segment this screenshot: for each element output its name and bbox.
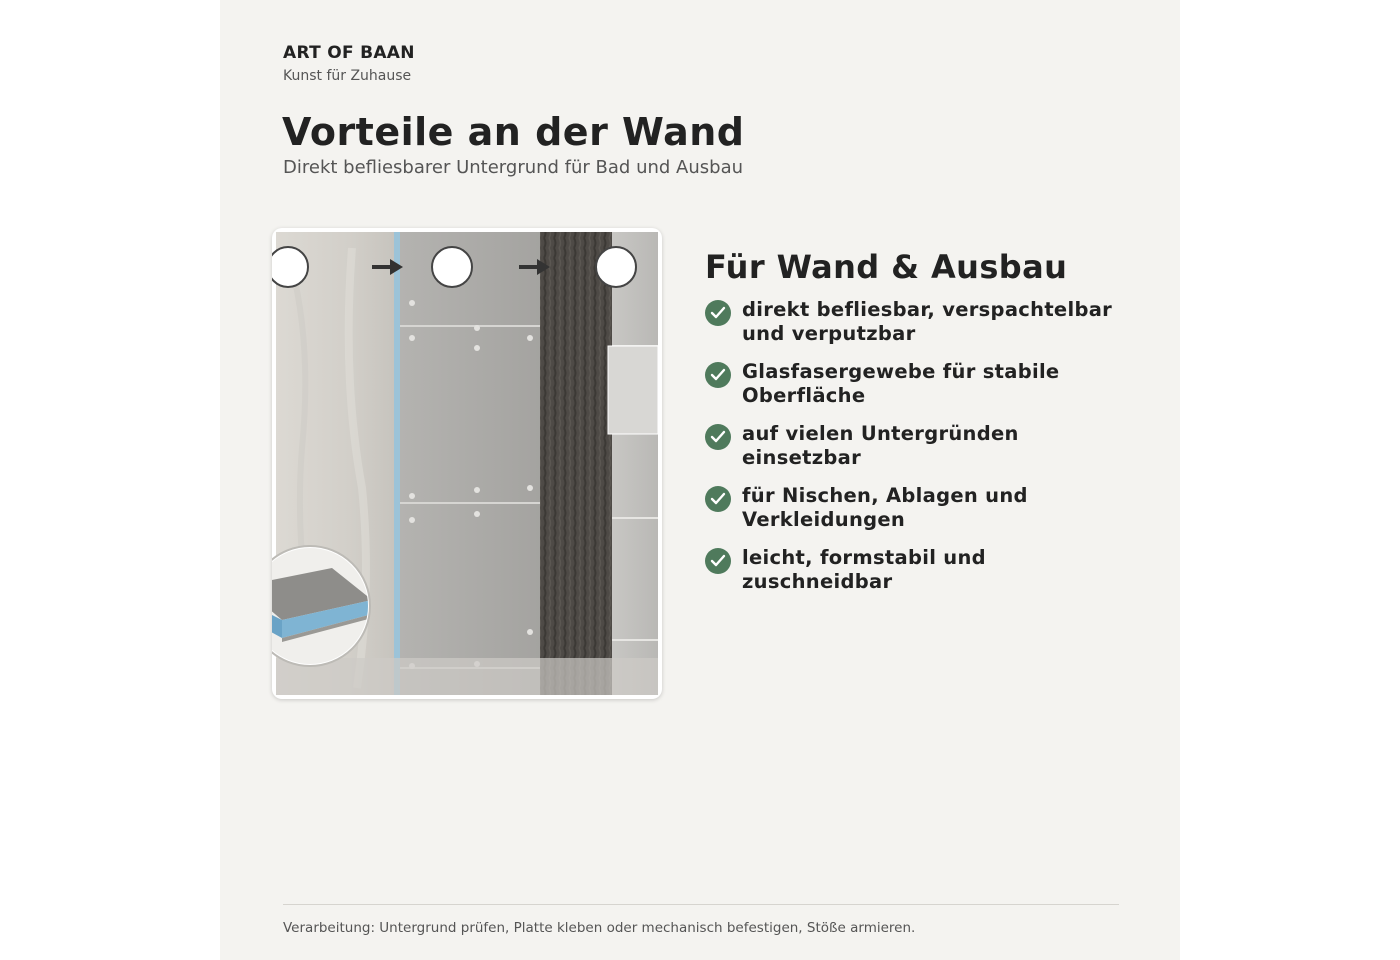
footer-divider (283, 904, 1119, 905)
feature-text: auf vielen Untergründen einsetzbar (742, 422, 1019, 469)
page-title: Vorteile an der Wand (282, 110, 745, 154)
feature-text: direkt befliesbar, verspachtelbar und verputzbar (742, 298, 1113, 345)
brand (283, 43, 415, 84)
check-circle-icon (705, 362, 731, 388)
feature-item (705, 484, 1125, 532)
page-subtitle: Direkt befliesbarer Untergrund für Bad und Ausbau (283, 157, 744, 178)
product-image (272, 228, 662, 699)
check-circle-icon (705, 424, 731, 450)
feature-item (705, 360, 1125, 408)
feature-item (705, 422, 1125, 470)
check-circle-icon (705, 300, 731, 326)
feature-item (705, 298, 1125, 346)
check-circle-icon (705, 486, 731, 512)
product-page (220, 0, 1180, 960)
feature-text: Glasfasergewebe für stabile Oberfläche (742, 360, 1060, 407)
brand-tagline: Kunst für Zuhause (283, 68, 412, 84)
feature-item (705, 546, 1125, 594)
feature-text: leicht, formstabil und zuschneidbar (742, 546, 986, 593)
wall-installation-illustration (272, 228, 662, 699)
check-circle-icon (705, 548, 731, 574)
features-title: Für Wand & Ausbau (705, 248, 1068, 286)
brand-name: ART OF BAAN (283, 43, 415, 63)
features-section (705, 248, 1125, 608)
footer-note: Verarbeitung: Untergrund prüfen, Platte kleben oder mechanisch befestigen, Stöße armieren. (283, 920, 916, 936)
feature-text: für Nischen, Ablagen und Verkleidungen (742, 484, 1028, 531)
